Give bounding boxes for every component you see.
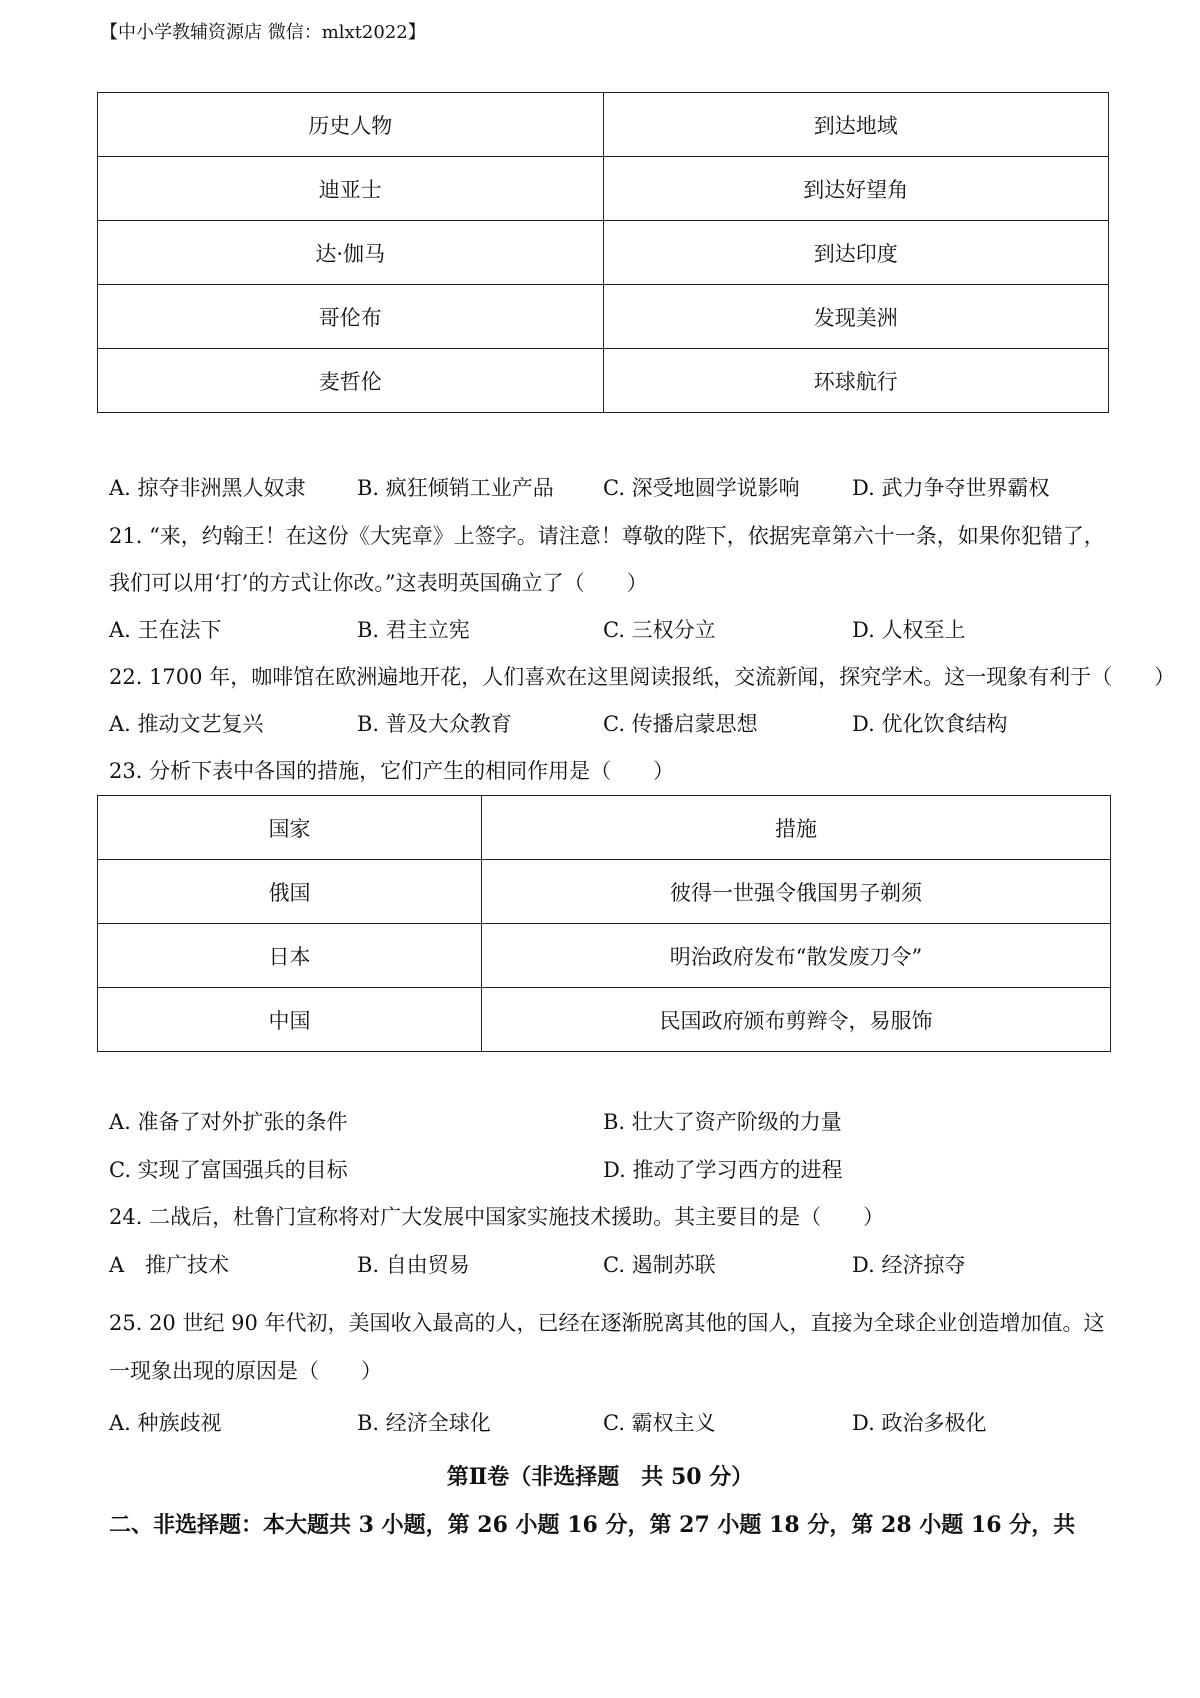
q25-text-line1: 25. 20 世纪 90 年代初，美国收入最高的人，已经在逐渐脱离其他的国人，直接为全球企业创造增加值。这 bbox=[109, 1311, 1105, 1335]
option-c: C. 遏制苏联 bbox=[603, 1253, 716, 1277]
table-cell: 迪亚士 bbox=[98, 157, 604, 221]
explorers-table bbox=[97, 92, 1109, 413]
option-d: D. 政治多极化 bbox=[852, 1411, 987, 1435]
table-cell: 到达好望角 bbox=[603, 157, 1109, 221]
option-a: A. 王在法下 bbox=[109, 618, 222, 642]
option-c: C. 实现了富国强兵的目标 bbox=[109, 1158, 348, 1182]
option-a: A. 准备了对外扩张的条件 bbox=[109, 1110, 348, 1134]
q21-text-line2: 我们可以用‘打’的方式让你改。”这表明英国确立了（ ） bbox=[109, 571, 648, 595]
table-cell: 发现美洲 bbox=[603, 285, 1109, 349]
table-row bbox=[98, 860, 1111, 924]
q21-text-line1: 21. “来，约翰王！在这份《大宪章》上签字。请注意！尊敬的陛下，依据宪章第六十一条，如果你犯错了， bbox=[109, 524, 1105, 548]
option-c: C. 三权分立 bbox=[603, 618, 716, 642]
table-cell: 环球航行 bbox=[603, 349, 1109, 413]
table-cell: 民国政府颁布剪辫令，易服饰 bbox=[482, 988, 1111, 1052]
option-b: B. 自由贸易 bbox=[357, 1253, 470, 1277]
table-cell: 俄国 bbox=[98, 860, 482, 924]
option-d: D. 优化饮食结构 bbox=[852, 712, 1008, 736]
option-b: B. 疯狂倾销工业产品 bbox=[357, 476, 554, 500]
table-cell: 哥伦布 bbox=[98, 285, 604, 349]
table-cell: 中国 bbox=[98, 988, 482, 1052]
option-b: B. 君主立宪 bbox=[357, 618, 470, 642]
option-a: A 推广技术 bbox=[109, 1253, 230, 1277]
watermark-text: 【中小学教辅资源店 微信：mlxt2022】 bbox=[100, 22, 426, 43]
table-cell: 到达印度 bbox=[603, 221, 1109, 285]
table-header-row bbox=[98, 796, 1111, 860]
table-row bbox=[98, 349, 1109, 413]
reforms-table bbox=[97, 795, 1111, 1052]
table-cell: 明治政府发布“散发废刀令” bbox=[482, 924, 1111, 988]
table-cell: 日本 bbox=[98, 924, 482, 988]
option-d: D. 推动了学习西方的进程 bbox=[603, 1158, 843, 1182]
q25-text-line2: 一现象出现的原因是（ ） bbox=[109, 1359, 382, 1383]
q24-text: 24. 二战后，杜鲁门宣称将对广大发展中国家实施技术援助。其主要目的是（ ） bbox=[109, 1205, 885, 1229]
table-header-cell: 国家 bbox=[98, 796, 482, 860]
option-a: A. 种族歧视 bbox=[109, 1411, 222, 1435]
option-d: D. 人权至上 bbox=[852, 618, 966, 642]
option-d: D. 武力争夺世界霸权 bbox=[852, 476, 1050, 500]
option-b: B. 普及大众教育 bbox=[357, 712, 512, 736]
section-heading: 二、非选择题：本大题共 3 小题，第 26 小题 16 分，第 27 小题 18 分，第 28 小题 16 分，共 bbox=[109, 1512, 1076, 1538]
table-header-cell: 历史人物 bbox=[98, 93, 604, 157]
table-header-cell: 措施 bbox=[482, 796, 1111, 860]
table-row bbox=[98, 221, 1109, 285]
option-b: B. 经济全球化 bbox=[357, 1411, 491, 1435]
option-c: C. 深受地圆学说影响 bbox=[603, 476, 800, 500]
option-c: C. 传播启蒙思想 bbox=[603, 712, 758, 736]
table-header-row bbox=[98, 93, 1109, 157]
table-cell: 麦哲伦 bbox=[98, 349, 604, 413]
table-row bbox=[98, 157, 1109, 221]
table-cell: 彼得一世强令俄国男子剃须 bbox=[482, 860, 1111, 924]
option-b: B. 壮大了资产阶级的力量 bbox=[603, 1110, 842, 1134]
table-row bbox=[98, 285, 1109, 349]
table-row bbox=[98, 988, 1111, 1052]
option-d: D. 经济掠夺 bbox=[852, 1253, 966, 1277]
table-cell: 达·伽马 bbox=[98, 221, 604, 285]
table-row bbox=[98, 924, 1111, 988]
option-c: C. 霸权主义 bbox=[603, 1411, 716, 1435]
table-header-cell: 到达地域 bbox=[603, 93, 1109, 157]
q22-text: 22. 1700 年，咖啡馆在欧洲遍地开花，人们喜欢在这里阅读报纸，交流新闻，探究学术。这一现象有利于（ ） bbox=[109, 665, 1176, 689]
q23-text: 23. 分析下表中各国的措施，它们产生的相同作用是（ ） bbox=[109, 759, 675, 783]
option-a: A. 推动文艺复兴 bbox=[109, 712, 264, 736]
section-title: 第Ⅱ卷（非选择题 共 50 分） bbox=[446, 1464, 754, 1490]
option-a: A. 掠夺非洲黑人奴隶 bbox=[109, 476, 306, 500]
